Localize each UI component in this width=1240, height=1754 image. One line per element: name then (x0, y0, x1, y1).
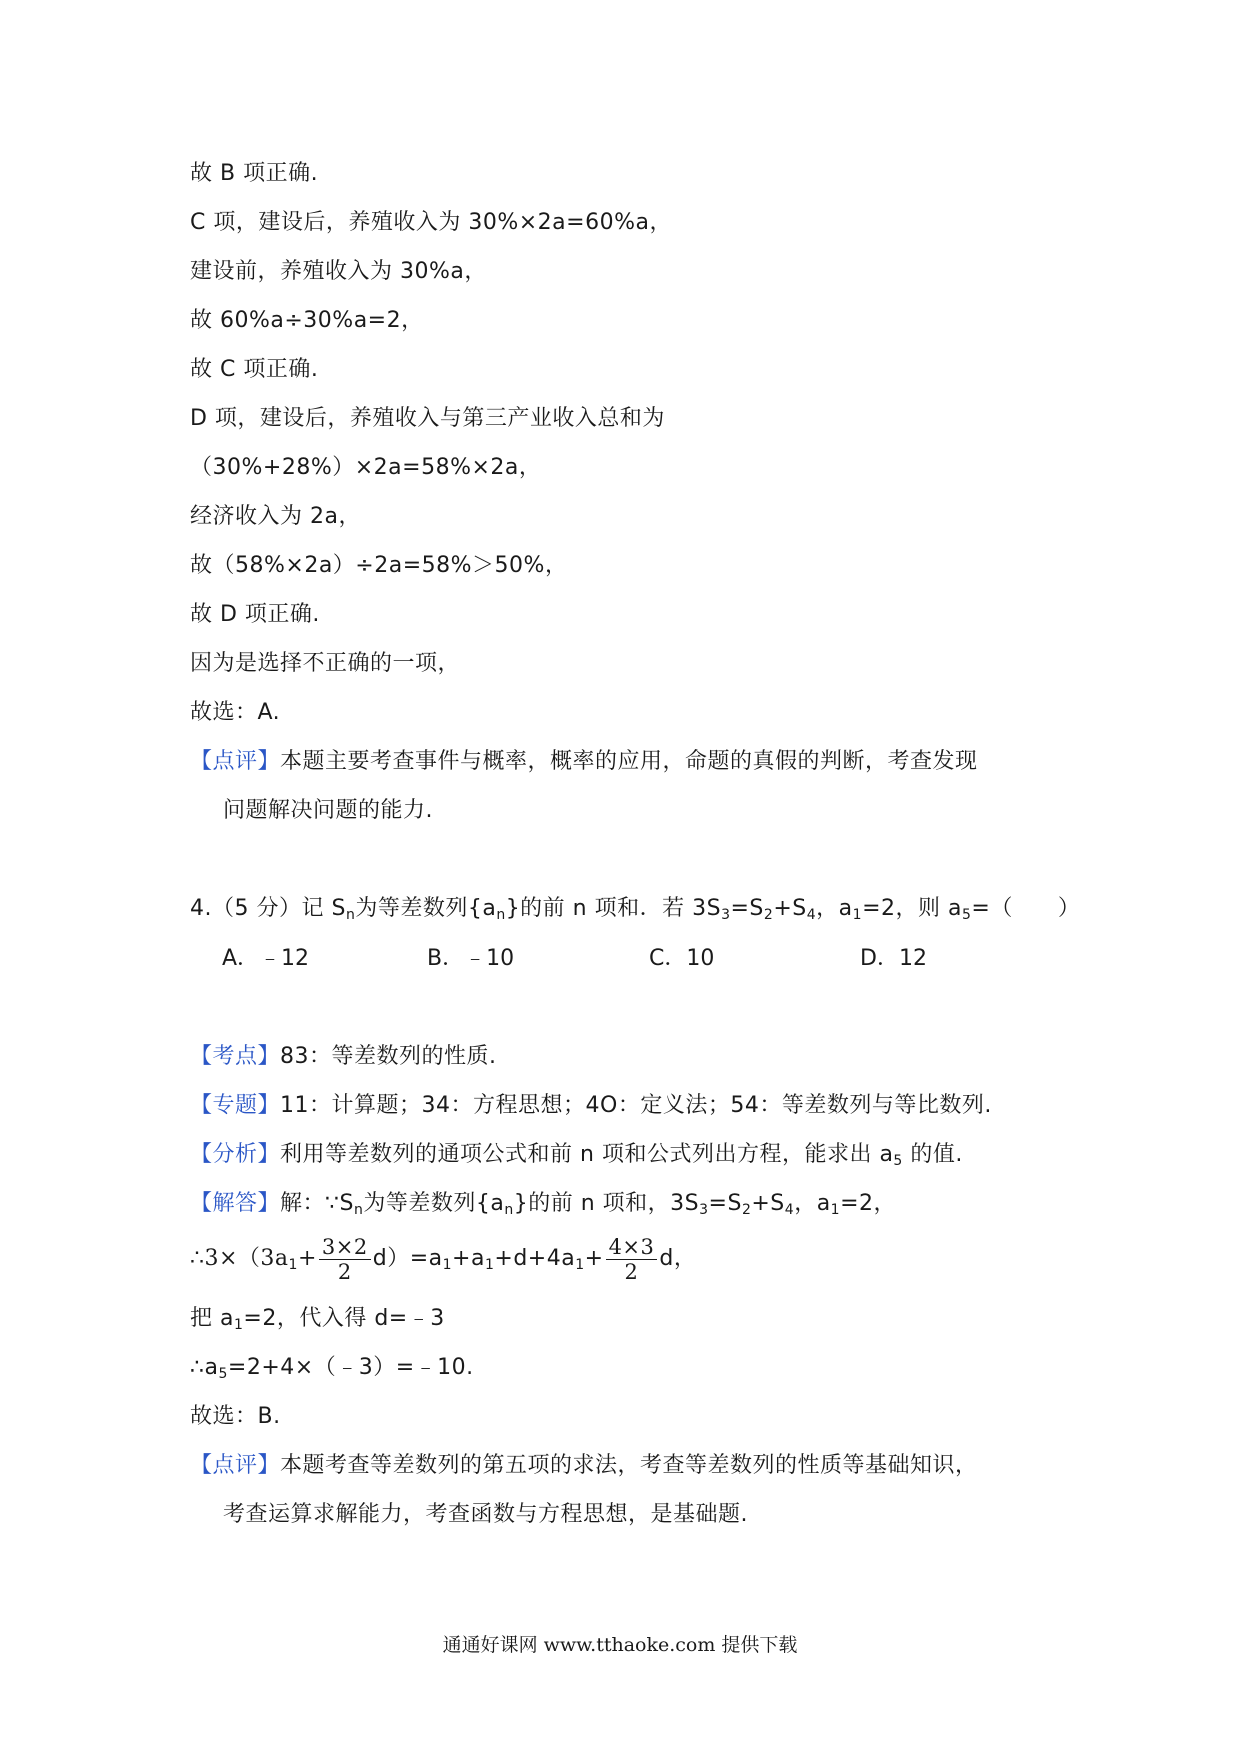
text-line: 经济收入为 2a， (190, 504, 361, 529)
review-line-2: 考查运算求解能力，考查函数与方程思想，是基础题. (223, 1502, 748, 1527)
review-line: 【点评】本题考查等差数列的第五项的求法，考查等差数列的性质等基础知识， (190, 1453, 978, 1478)
text-line: 因为是选择不正确的一项， (190, 651, 461, 676)
question-stem: 4.（5 分）记 $S_n$为等差数列$\{a_n\}$的前 n 项和．若 $3S_3=S_2+S_4$，$a_1=2$，则 $a_5=$（ ） (190, 896, 1081, 923)
review-tag: 【点评】 (190, 749, 281, 774)
fraction: $\frac{4\times 3}{2}$ (606, 1236, 658, 1283)
text-line: 故 60%a÷30%a=2， (190, 308, 424, 333)
text-line: 故 D 项正确. (190, 602, 320, 627)
answer-line: 故选：B. (190, 1404, 281, 1429)
text-line: 故 C 项正确. (190, 357, 319, 382)
formula-line: $\therefore 3\times(3a_1+$ $\frac{3\times 2}{2}$ $d)=a_1+a_1+d+4a_1+$ $\frac{4\times 3}{2}$ d， (190, 1234, 697, 1284)
option-b: B．﹣10 (427, 946, 515, 971)
review-line-2: 问题解决问题的能力. (223, 798, 433, 823)
text-line: D 项，建设后，养殖收入与第三产业收入总和为 (190, 406, 665, 431)
jieda-line: 【解答】解：$\because S_n$为等差数列$\{a_n\}$的前 n 项和，$3S_3=S_2+S_4$，$a_1=2$， (190, 1191, 897, 1218)
review-line (190, 747, 978, 777)
fenxi-tag: 【分析】 (190, 1142, 281, 1167)
kaodian-line: 【考点】83：等差数列的性质. (190, 1044, 497, 1069)
fraction: $\frac{3\times 2}{2}$ (319, 1236, 371, 1283)
fenxi-line: 【分析】利用等差数列的通项公式和前 n 项和公式列出方程，能求出 $a_5$ 的值. (190, 1142, 963, 1169)
text-line: 故 B 项正确. (190, 161, 319, 186)
answer-options (222, 943, 942, 975)
option-a: A．﹣12 (222, 946, 310, 971)
text-line: 故选：A. (190, 700, 281, 725)
zhuanti-tag: 【专题】 (190, 1093, 281, 1118)
review-text: 本题主要考查事件与概率，概率的应用，命题的真假的判断，考查发现 (280, 749, 978, 774)
text-line: C 项，建设后，养殖收入为 30%×2a=60%a， (190, 210, 672, 235)
page-footer: 通通好课网 www.tthaoke.com 提供下载 (442, 1634, 798, 1656)
review-tag: 【点评】 (190, 1453, 281, 1478)
option-c: C．10 (649, 946, 715, 971)
text-line: （30%+28%）×2a=58%×2a， (190, 455, 542, 480)
jieda-tag: 【解答】 (190, 1191, 281, 1216)
zhuanti-line: 【专题】11：计算题；34：方程思想；4O：定义法；54：等差数列与等比数列. (190, 1093, 992, 1118)
option-d: D．12 (860, 946, 927, 971)
text-line: 故（58%×2a）÷2a=58%＞50%， (190, 553, 568, 578)
substitute-line: 把 $a_1=2$，代入得 d=﹣3 (190, 1306, 445, 1333)
kaodian-tag: 【考点】 (190, 1044, 281, 1069)
result-line: $\therefore a_5=2+4\times(﹣3)=﹣10$. (190, 1355, 474, 1382)
text-line: 建设前，养殖收入为 30%a， (190, 259, 487, 284)
